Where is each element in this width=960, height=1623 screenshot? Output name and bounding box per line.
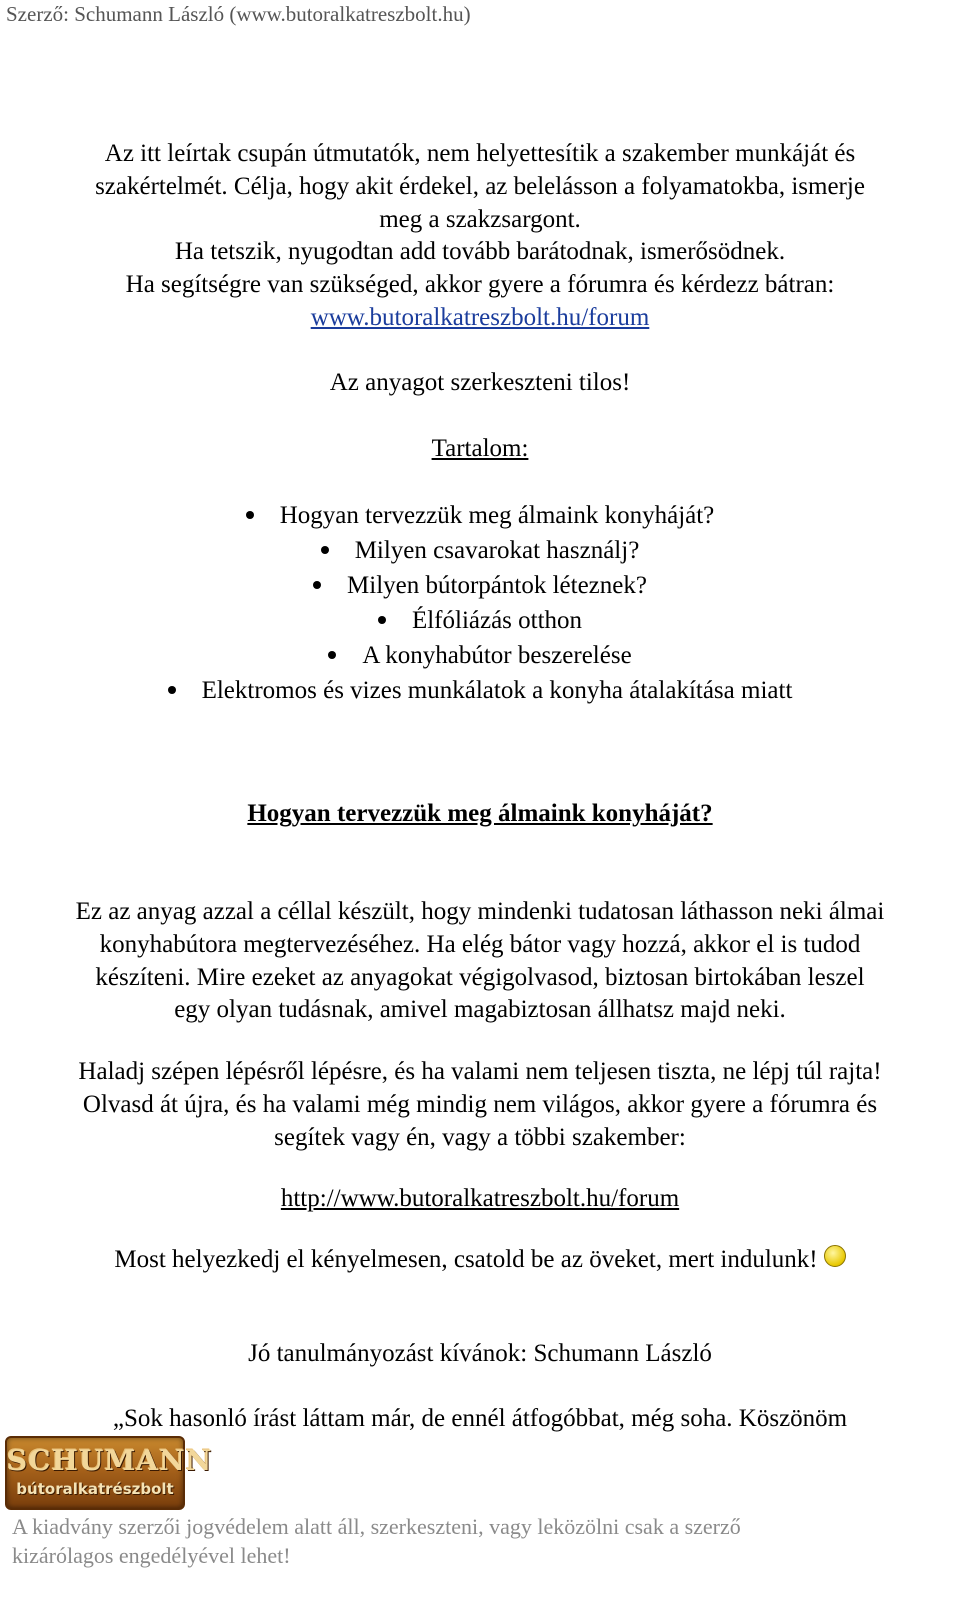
toc-item: Élfóliázás otthon [0,603,960,638]
forum-url-link[interactable]: http://www.butoralkatreszbolt.hu/forum [280,1185,680,1212]
schumann-logo [5,1436,213,1510]
toc-title: Tartalom: [431,435,529,462]
logo-text: SCHUMANN [7,1444,213,1477]
intro-line-4: Ha tetszik, nyugodtan add tovább barátodnak, ismerősödnek. [174,238,786,265]
toc-item: Hogyan tervezzük meg álmaink konyháját? [0,498,960,533]
intro-line-2: szakértelmét. Célja, hogy akit érdekel, az belelásson a folyamatokba, ismerje [95,173,865,200]
intro-line-5: Ha segítségre van szükséged, akkor gyere a fórumra és kérdezz bátran: [125,271,835,298]
para1-line-4: egy olyan tudásnak, amivel magabiztosan állhatsz majd neki. [174,996,786,1023]
bullet-icon [378,616,386,624]
bullet-icon [246,511,254,519]
smiley-icon [824,1245,846,1267]
para2-line-2: Olvasd át újra, és ha valami még mindig nem világos, akkor gyere a fórumra és [82,1091,878,1118]
logo-subtext: bútoralkatrészbolt [16,1480,174,1498]
footer-line-2: kizárólagos engedélyével lehet! [12,1543,291,1568]
toc-item: A konyhabútor beszerelése [0,638,960,673]
toc-item: Milyen bútorpántok léteznek? [0,568,960,603]
toc-item: Milyen csavarokat használj? [0,533,960,568]
copyright-footer [12,1512,912,1570]
no-edit-notice: Az anyagot szerkeszteni tilos! [329,369,631,396]
bullet-icon [321,546,329,554]
para1-line-1: Ez az anyag azzal a céllal készült, hogy mindenki tudatosan láthasson neki álmai [75,898,885,925]
closing-line: Most helyezkedj el kényelmesen, csatold be az öveket, mert indulunk! [0,1243,960,1276]
para1-line-2: konyhabútora megtervezéséhez. Ha elég bátor vagy hozzá, akkor el is tudod [99,931,861,958]
intro-line-3: meg a szakzsargont. [379,206,581,233]
para2-line-3: segítek vagy én, vagy a többi szakember: [274,1124,686,1151]
page-header-author: Szerző: Schumann László (www.butoralkatreszbolt.hu) [6,2,471,26]
signature: Jó tanulmányozást kívánok: Schumann László [248,1340,712,1367]
section-heading: Hogyan tervezzük meg álmaink konyháját? [247,800,713,827]
intro-line-1: Az itt leírtak csupán útmutatók, nem helyettesítik a szakember munkáját és [104,140,856,167]
para1-line-3: készíteni. Mire ezeket az anyagokat végigolvasod, biztosan birtokában leszel [95,964,865,991]
footer-line-1: A kiadvány szerzői jogvédelem alatt áll, szerkeszteni, vagy leközölni csak a szerző [12,1514,741,1539]
bullet-icon [328,651,336,659]
testimonial-quote: „Sok hasonló írást láttam már, de ennél átfogóbbat, még soha. Köszönöm [112,1405,848,1432]
toc-item: Elektromos és vizes munkálatok a konyha átalakítása miatt [0,673,960,708]
para2-line-1: Haladj szépen lépésről lépésre, és ha valami nem teljesen tiszta, ne lépj túl rajta! [78,1058,882,1085]
bullet-icon [313,581,321,589]
forum-link[interactable]: www.butoralkatreszbolt.hu/forum [310,304,650,331]
bullet-icon [168,686,176,694]
